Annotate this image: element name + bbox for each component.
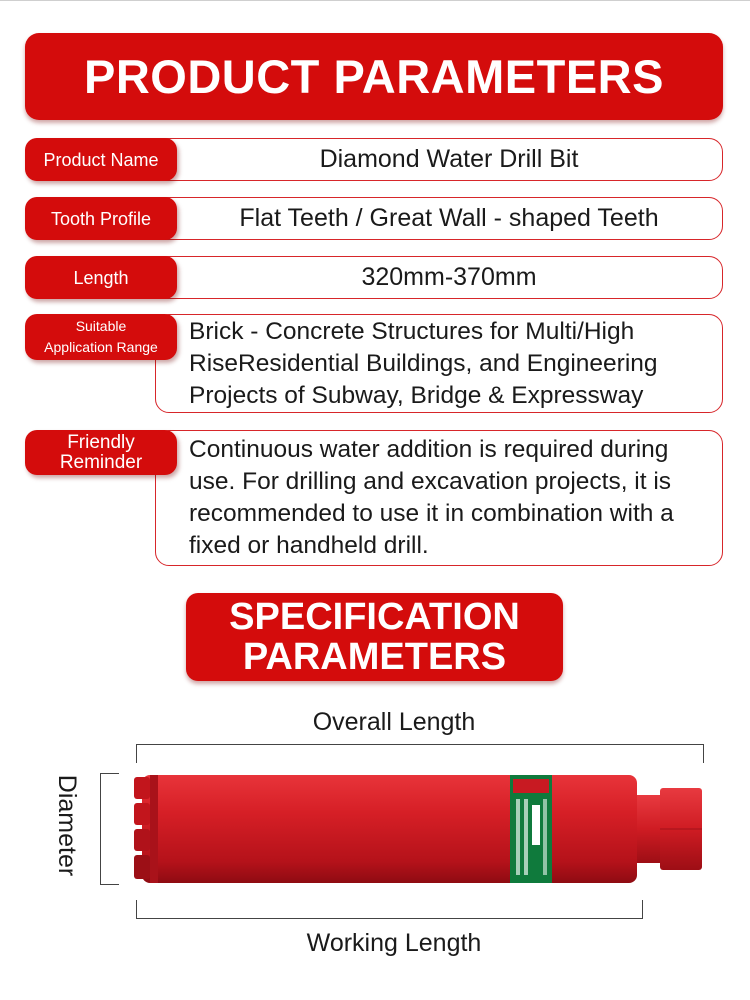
param-label-friendly-reminder <box>25 430 177 475</box>
sticker-size-box <box>532 805 540 845</box>
tooth-segment <box>134 829 150 851</box>
diameter-label-wrap <box>17 760 117 890</box>
working-length-bracket <box>136 900 643 919</box>
param-label-product-name: Product Name <box>25 138 177 181</box>
spec-title-line: SPECIFICATION <box>229 596 520 638</box>
param-value-tooth-profile: Flat Teeth / Great Wall - shaped Teeth <box>239 204 659 232</box>
param-row-tooth-profile <box>25 197 723 240</box>
param-value-application-range <box>189 316 711 412</box>
label-line: Suitable <box>75 318 127 334</box>
drill-bit-body <box>142 775 637 883</box>
param-label-length: Length <box>25 256 177 299</box>
text-line: RiseResidential Buildings, and Engineering <box>189 350 658 377</box>
top-divider <box>0 0 750 1</box>
param-value-friendly-reminder <box>189 434 711 562</box>
overall-length-label: Overall Length <box>312 708 476 736</box>
tooth-segment <box>134 855 150 879</box>
text-line: recommended to use it in combination with a <box>189 500 674 527</box>
text-line: Projects of Subway, Bridge & Expressway <box>189 382 644 409</box>
label-line: Reminder <box>59 451 143 473</box>
param-row-application-range <box>25 314 723 413</box>
param-row-length <box>25 256 723 299</box>
sticker-text-strip <box>543 799 547 875</box>
working-length-label: Working Length <box>306 929 482 957</box>
page-title: PRODUCT PARAMETERS <box>25 33 723 120</box>
param-label-tooth-profile: Tooth Profile <box>25 197 177 240</box>
sticker-text-strip <box>524 799 528 875</box>
text-line: fixed or handheld drill. <box>189 532 429 559</box>
param-value-product-name: Diamond Water Drill Bit <box>319 145 579 173</box>
text-line: Continuous water addition is required during <box>189 436 669 463</box>
param-row-product-name <box>25 138 723 181</box>
label-line: Application Range <box>44 339 158 355</box>
param-row-friendly-reminder <box>25 430 723 566</box>
diameter-label: Diameter <box>53 774 82 876</box>
text-line: Brick - Concrete Structures for Multi/High <box>189 318 635 345</box>
overall-length-bracket <box>136 744 704 763</box>
param-value-length: 320mm-370mm <box>361 263 537 291</box>
spec-section-title <box>186 593 563 681</box>
drill-bit-illustration <box>130 765 715 890</box>
param-label-application-range <box>25 314 177 360</box>
sticker-text-strip <box>516 799 520 875</box>
sticker-logo <box>513 779 549 793</box>
tooth-segment <box>134 777 150 799</box>
tooth-segment <box>134 803 150 825</box>
label-line: Friendly <box>67 431 135 453</box>
text-line: use. For drilling and excavation projects, it is <box>189 468 672 495</box>
spec-title-line: PARAMETERS <box>242 636 507 678</box>
tooth-band <box>150 775 158 883</box>
